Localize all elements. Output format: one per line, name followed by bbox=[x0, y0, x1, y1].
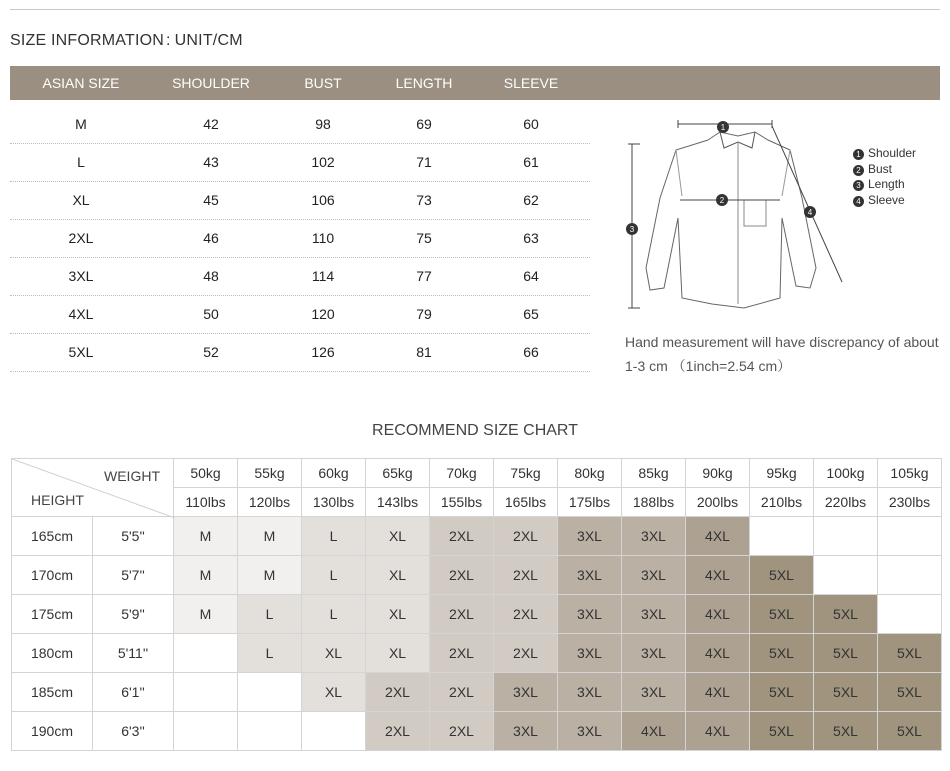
recommended-size-cell: 2XL bbox=[494, 556, 558, 595]
recommended-size-cell: M bbox=[174, 595, 238, 634]
recommended-size-cell: M bbox=[174, 517, 238, 556]
legend-item bbox=[853, 162, 916, 178]
recommended-size-cell bbox=[302, 712, 366, 751]
cell-asian-size: 2XL bbox=[68, 230, 94, 246]
size-info-title bbox=[10, 32, 243, 50]
cell-shoulder: 42 bbox=[203, 116, 219, 132]
weight-kg-header: 75kg bbox=[494, 459, 558, 488]
recommended-size-cell: 3XL bbox=[558, 634, 622, 673]
recommended-size-cell: 4XL bbox=[622, 712, 686, 751]
weight-lbs-header: 200lbs bbox=[686, 488, 750, 517]
recommended-size-cell: 3XL bbox=[622, 595, 686, 634]
recommend-title: RECOMMEND SIZE CHART bbox=[372, 422, 578, 439]
recommended-size-cell bbox=[750, 517, 814, 556]
corner-header bbox=[12, 459, 174, 517]
weight-kg-header: 55kg bbox=[238, 459, 302, 488]
col-header-bust: BUST bbox=[304, 75, 342, 91]
recommended-size-cell: 4XL bbox=[686, 595, 750, 634]
recommended-size-cell: L bbox=[238, 595, 302, 634]
cell-shoulder: 46 bbox=[203, 230, 219, 246]
svg-text:2: 2 bbox=[719, 196, 725, 205]
weight-kg-header: 100kg bbox=[814, 459, 878, 488]
recommended-size-cell: 5XL bbox=[750, 712, 814, 751]
recommended-size-cell: 3XL bbox=[622, 673, 686, 712]
col-header-asian-size: ASIAN SIZE bbox=[42, 75, 120, 91]
legend-number: 2 bbox=[853, 165, 864, 176]
height-ft: 6'1'' bbox=[93, 673, 174, 712]
recommended-size-cell: 5XL bbox=[750, 595, 814, 634]
cell-length: 79 bbox=[416, 306, 432, 322]
recommended-size-cell: XL bbox=[302, 673, 366, 712]
recommended-size-cell: 4XL bbox=[686, 556, 750, 595]
height-ft: 5'7'' bbox=[93, 556, 174, 595]
legend-label: Shoulder bbox=[868, 146, 917, 160]
cell-sleeve: 61 bbox=[523, 154, 539, 170]
recommended-size-cell bbox=[878, 595, 942, 634]
recommended-size-cell bbox=[174, 673, 238, 712]
recommended-size-cell: 2XL bbox=[430, 673, 494, 712]
recommended-size-cell: 3XL bbox=[622, 556, 686, 595]
cell-shoulder: 48 bbox=[203, 268, 219, 284]
recommended-size-cell: 5XL bbox=[750, 556, 814, 595]
recommended-size-cell: XL bbox=[366, 595, 430, 634]
legend-label: Length bbox=[868, 177, 905, 191]
weight-lbs-header: 165lbs bbox=[494, 488, 558, 517]
recommended-size-cell: XL bbox=[366, 556, 430, 595]
diagram-legend bbox=[853, 146, 916, 208]
size-info-unit: UNIT/CM bbox=[174, 32, 243, 49]
recommended-size-cell: 2XL bbox=[430, 556, 494, 595]
height-cm: 185cm bbox=[12, 673, 93, 712]
recommended-size-cell: L bbox=[302, 517, 366, 556]
recommended-size-cell bbox=[174, 712, 238, 751]
size-table-row bbox=[10, 295, 590, 334]
legend-number: 1 bbox=[853, 149, 864, 160]
recommended-size-cell: 4XL bbox=[686, 673, 750, 712]
height-ft: 5'9'' bbox=[93, 595, 174, 634]
size-info-title-separator: : bbox=[166, 32, 171, 49]
weight-kg-header: 80kg bbox=[558, 459, 622, 488]
size-table-row bbox=[10, 257, 590, 296]
recommended-size-cell: 5XL bbox=[814, 634, 878, 673]
recommended-size-cell bbox=[238, 673, 302, 712]
weight-kg-header: 65kg bbox=[366, 459, 430, 488]
cell-bust: 126 bbox=[311, 344, 335, 360]
col-header-sleeve: SLEEVE bbox=[503, 75, 559, 91]
recommended-size-cell bbox=[814, 517, 878, 556]
recommended-size-cell: L bbox=[302, 556, 366, 595]
height-row bbox=[12, 556, 942, 595]
recommended-size-cell: 3XL bbox=[558, 556, 622, 595]
cell-length: 81 bbox=[416, 344, 432, 360]
legend-item bbox=[853, 193, 916, 209]
recommended-size-cell: 3XL bbox=[558, 517, 622, 556]
recommended-size-cell: 3XL bbox=[558, 595, 622, 634]
legend-item bbox=[853, 177, 916, 193]
cell-bust: 114 bbox=[311, 268, 335, 284]
recommended-size-cell: 4XL bbox=[686, 517, 750, 556]
size-table-row bbox=[10, 181, 590, 220]
cell-bust: 120 bbox=[311, 306, 335, 322]
legend-label: Bust bbox=[868, 161, 893, 176]
recommended-size-cell: 5XL bbox=[814, 712, 878, 751]
weight-lbs-header: 230lbs bbox=[878, 488, 942, 517]
recommended-size-cell: 5XL bbox=[814, 673, 878, 712]
recommended-size-cell: 2XL bbox=[494, 634, 558, 673]
recommended-size-cell: M bbox=[238, 517, 302, 556]
weight-lbs-header: 143lbs bbox=[366, 488, 430, 517]
height-row bbox=[12, 517, 942, 556]
weight-lbs-header: 120lbs bbox=[238, 488, 302, 517]
recommended-size-cell: L bbox=[302, 595, 366, 634]
height-ft: 6'3'' bbox=[93, 712, 174, 751]
cell-length: 69 bbox=[416, 116, 432, 132]
cell-bust: 106 bbox=[311, 192, 335, 208]
recommended-size-cell: 3XL bbox=[622, 634, 686, 673]
size-table-row bbox=[10, 143, 590, 182]
corner-weight-label: WEIGHT bbox=[104, 468, 160, 484]
recommended-size-cell: 5XL bbox=[878, 673, 942, 712]
cell-bust: 98 bbox=[315, 116, 331, 132]
cell-sleeve: 63 bbox=[523, 230, 539, 246]
recommended-size-cell: 5XL bbox=[750, 673, 814, 712]
height-row bbox=[12, 712, 942, 751]
recommended-size-cell: 3XL bbox=[558, 673, 622, 712]
weight-lbs-header: 130lbs bbox=[302, 488, 366, 517]
weight-kg-header: 85kg bbox=[622, 459, 686, 488]
recommended-size-cell bbox=[814, 556, 878, 595]
recommended-size-cell: 2XL bbox=[430, 517, 494, 556]
cell-shoulder: 43 bbox=[203, 154, 219, 170]
cell-sleeve: 64 bbox=[523, 268, 539, 284]
recommended-size-cell bbox=[174, 634, 238, 673]
cell-sleeve: 65 bbox=[523, 306, 539, 322]
size-table-row bbox=[10, 333, 590, 372]
cell-shoulder: 45 bbox=[203, 192, 219, 208]
cell-bust: 102 bbox=[311, 154, 335, 170]
size-table-header bbox=[10, 66, 940, 100]
weight-lbs-header: 210lbs bbox=[750, 488, 814, 517]
recommended-size-cell: 2XL bbox=[494, 517, 558, 556]
weight-lbs-header: 155lbs bbox=[430, 488, 494, 517]
cell-length: 75 bbox=[416, 230, 432, 246]
cell-length: 71 bbox=[416, 154, 432, 170]
cell-sleeve: 62 bbox=[523, 192, 539, 208]
col-header-length: LENGTH bbox=[395, 75, 453, 91]
cell-bust: 110 bbox=[311, 230, 335, 246]
recommended-size-cell bbox=[878, 517, 942, 556]
svg-text:4: 4 bbox=[807, 208, 813, 217]
cell-length: 77 bbox=[416, 268, 432, 284]
recommended-size-cell: 3XL bbox=[622, 517, 686, 556]
recommended-size-cell: 5XL bbox=[878, 712, 942, 751]
recommended-size-cell: 2XL bbox=[494, 595, 558, 634]
height-cm: 170cm bbox=[12, 556, 93, 595]
height-ft: 5'11'' bbox=[93, 634, 174, 673]
height-row bbox=[12, 634, 942, 673]
size-table-row bbox=[10, 219, 590, 258]
svg-text:3: 3 bbox=[629, 225, 635, 234]
cell-length: 73 bbox=[416, 192, 432, 208]
recommend-size-table bbox=[11, 458, 942, 751]
recommended-size-cell: 3XL bbox=[494, 712, 558, 751]
corner-height-label: HEIGHT bbox=[31, 492, 84, 508]
recommended-size-cell: M bbox=[174, 556, 238, 595]
height-cm: 165cm bbox=[12, 517, 93, 556]
measurement-note: Hand measurement will have discrepancy of about 1-3 cm （1inch=2.54 cm） bbox=[625, 334, 939, 374]
recommended-size-cell: 4XL bbox=[686, 712, 750, 751]
recommended-size-cell: 2XL bbox=[430, 634, 494, 673]
height-row bbox=[12, 595, 942, 634]
cell-sleeve: 66 bbox=[523, 344, 539, 360]
cell-asian-size: XL bbox=[72, 192, 90, 208]
height-cm: 175cm bbox=[12, 595, 93, 634]
cell-asian-size: 3XL bbox=[68, 268, 94, 284]
height-cm: 180cm bbox=[12, 634, 93, 673]
weight-kg-header: 95kg bbox=[750, 459, 814, 488]
recommended-size-cell: 2XL bbox=[430, 712, 494, 751]
recommended-size-cell: L bbox=[238, 634, 302, 673]
recommended-size-cell: 3XL bbox=[558, 712, 622, 751]
recommended-size-cell: XL bbox=[366, 634, 430, 673]
cell-asian-size: 5XL bbox=[68, 344, 94, 360]
weight-lbs-header: 110lbs bbox=[174, 488, 238, 517]
recommended-size-cell: 5XL bbox=[750, 634, 814, 673]
cell-asian-size: L bbox=[77, 154, 85, 170]
weight-kg-header: 70kg bbox=[430, 459, 494, 488]
recommended-size-cell: 2XL bbox=[366, 673, 430, 712]
recommended-size-cell: 2XL bbox=[430, 595, 494, 634]
cell-sleeve: 60 bbox=[523, 116, 539, 132]
cell-asian-size: M bbox=[75, 116, 87, 132]
recommended-size-cell: XL bbox=[302, 634, 366, 673]
top-divider bbox=[10, 9, 940, 10]
height-row bbox=[12, 673, 942, 712]
size-info-title-text: SIZE INFORMATION bbox=[10, 32, 165, 49]
height-cm: 190cm bbox=[12, 712, 93, 751]
weight-kg-header: 90kg bbox=[686, 459, 750, 488]
recommended-size-cell: 2XL bbox=[366, 712, 430, 751]
col-header-shoulder: SHOULDER bbox=[172, 75, 250, 91]
weight-kg-header: 60kg bbox=[302, 459, 366, 488]
height-ft: 5'5'' bbox=[93, 517, 174, 556]
cell-asian-size: 4XL bbox=[68, 306, 94, 322]
size-table-row bbox=[10, 105, 590, 144]
recommended-size-cell: 3XL bbox=[494, 673, 558, 712]
recommended-size-cell bbox=[878, 556, 942, 595]
recommended-size-cell: XL bbox=[366, 517, 430, 556]
weight-lbs-header: 175lbs bbox=[558, 488, 622, 517]
weight-lbs-header: 220lbs bbox=[814, 488, 878, 517]
recommended-size-cell: M bbox=[238, 556, 302, 595]
cell-shoulder: 52 bbox=[203, 344, 219, 360]
legend-label: Sleeve bbox=[868, 192, 905, 207]
recommended-size-cell: 4XL bbox=[686, 634, 750, 673]
legend-item bbox=[853, 146, 916, 162]
recommended-size-cell bbox=[238, 712, 302, 751]
weight-kg-header: 105kg bbox=[878, 459, 942, 488]
recommended-size-cell: 5XL bbox=[878, 634, 942, 673]
cell-shoulder: 50 bbox=[203, 306, 219, 322]
legend-number: 4 bbox=[853, 196, 864, 207]
weight-kg-header: 50kg bbox=[174, 459, 238, 488]
svg-text:1: 1 bbox=[720, 123, 726, 132]
recommended-size-cell: 5XL bbox=[814, 595, 878, 634]
weight-lbs-header: 188lbs bbox=[622, 488, 686, 517]
legend-number: 3 bbox=[853, 180, 864, 191]
